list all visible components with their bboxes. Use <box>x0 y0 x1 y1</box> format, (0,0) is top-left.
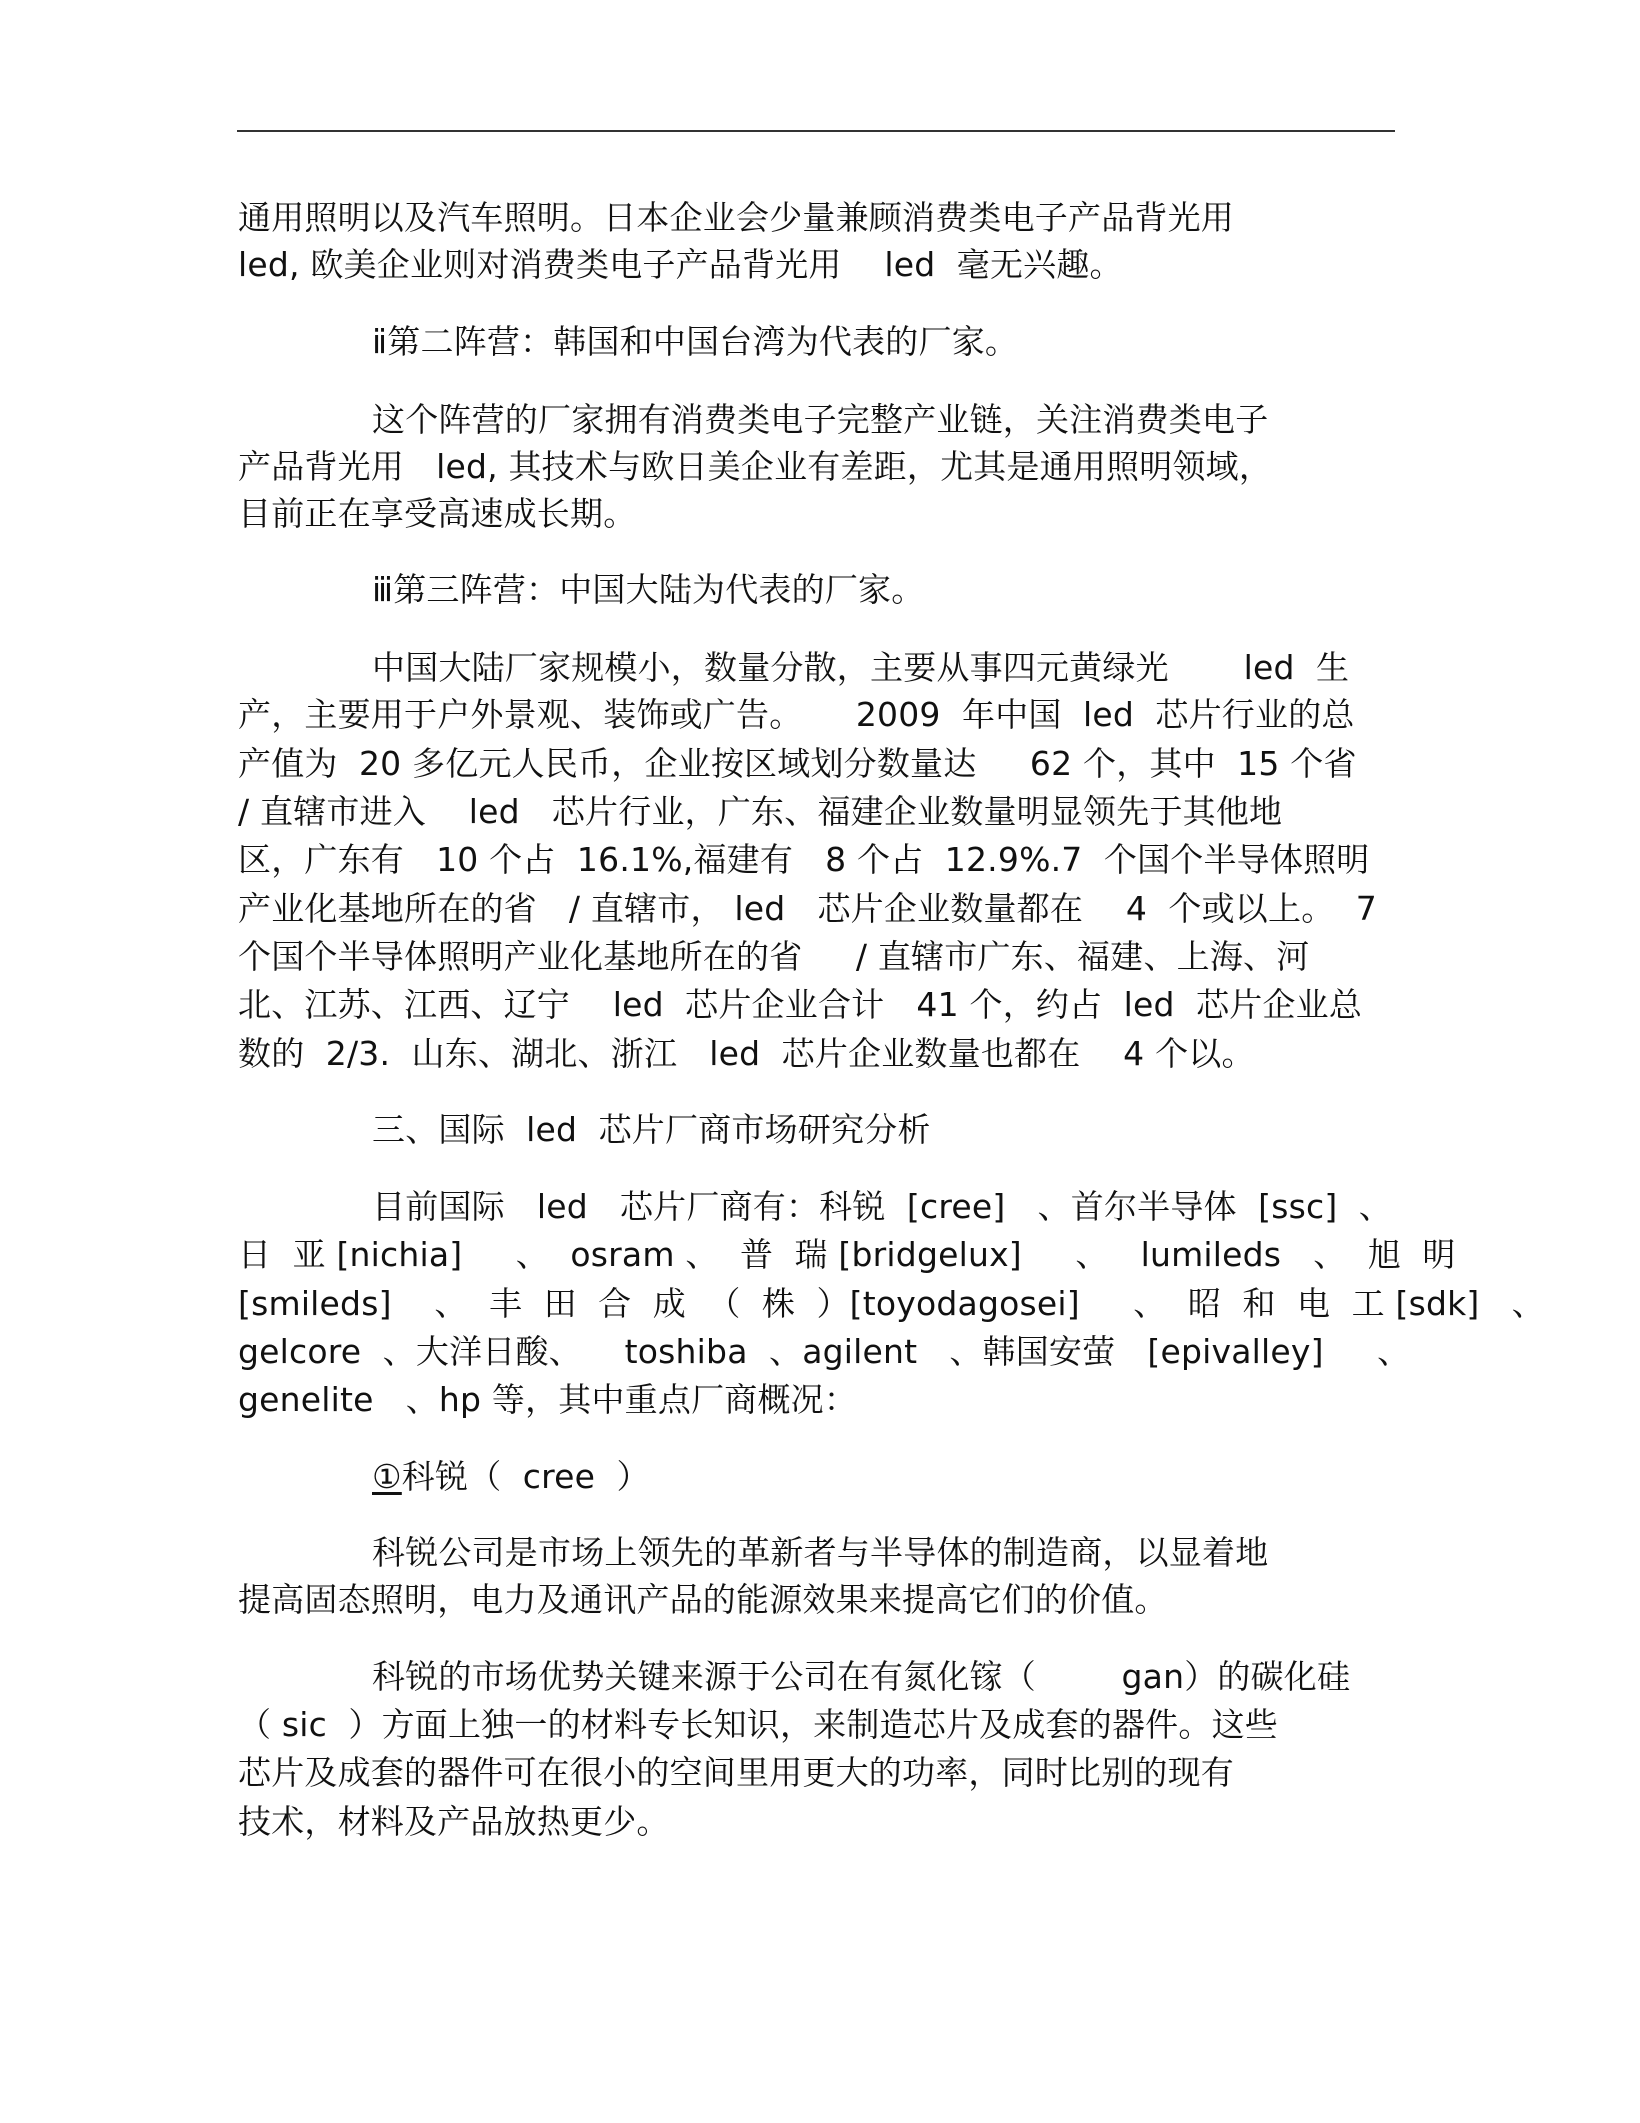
text-line: ⅲ第三阵营：中国大陆为代表的厂家。 <box>372 570 925 609</box>
text-line: 产，主要用于户外景观、装饰或广告。 2009 年中国 led 芯片行业的总 <box>238 695 1355 734</box>
text-line: / 直辖市进入 led 芯片行业，广东、福建企业数量明显领先于其他地 <box>238 792 1283 831</box>
text-line: 提高固态照明，电力及通讯产品的能源效果来提高它们的价值。 <box>238 1580 1168 1619</box>
text-line: 产值为 20 多亿元人民币，企业按区域划分数量达 62 个，其中 15 个省 <box>238 744 1357 783</box>
text-line: 芯片及成套的器件可在很小的空间里用更大的功率，同时比别的现有 <box>238 1753 1234 1792</box>
text-line: 个国个半导体照明产业化基地所在的省 / 直辖市广东、福建、上海、河 <box>238 937 1310 976</box>
text-line: 产业化基地所在的省 / 直辖市， led 芯片企业数量都在 4 个或以上。 7 <box>238 889 1377 928</box>
text-line: [smileds] 、 丰 田 合 成 （ 株 ）[toyodagosei] 、 昭 和 电 工 [sdk] 、 <box>238 1284 1545 1323</box>
text-line: 中国大陆厂家规模小，数量分散，主要从事四元黄绿光 led 生 <box>372 648 1350 687</box>
text-line: 技术，材料及产品放热更少。 <box>238 1802 670 1841</box>
subsection-heading <box>372 1457 650 1497</box>
text-line: 北、江苏、江西、辽宁 led 芯片企业合计 41 个，约占 led 芯片企业总 <box>238 985 1363 1024</box>
text-line: 这个阵营的厂家拥有消费类电子完整产业链，关注消费类电子 <box>372 400 1269 439</box>
text-line: 日 亚 [nichia] 、 osram 、 普 瑞 [bridgelux] 、 lumileds 、 旭 明 <box>238 1235 1456 1274</box>
text-line: gelcore 、大洋日酸、 toshiba 、agilent 、韩国安萤 [epivalley] 、 <box>238 1332 1411 1371</box>
text-line: ⅱ第二阵营：韩国和中国台湾为代表的厂家。 <box>372 322 1019 361</box>
subsection-title: 科锐（ cree ） <box>401 1457 650 1496</box>
text-line: 区，广东有 10 个占 16.1%,福建有 8 个占 12.9%.7 个国个半导体照明 <box>238 840 1370 879</box>
text-line: 科锐公司是市场上领先的革新者与半导体的制造商，以显着地 <box>372 1533 1269 1572</box>
text-line: 数的 2/3. 山东、湖北、浙江 led 芯片企业数量也都在 4 个以。 <box>238 1034 1255 1073</box>
text-line: 产品背光用 led, 其技术与欧日美企业有差距，尤其是通用照明领域， <box>238 447 1273 486</box>
text-line: 目前正在享受高速成长期。 <box>238 494 637 533</box>
text-line: genelite 、hp 等，其中重点厂商概况： <box>238 1380 858 1419</box>
text-line: 科锐的市场优势关键来源于公司在有氮化镓（ gan）的碳化硅 <box>372 1657 1351 1696</box>
header-rule <box>237 130 1395 132</box>
section-heading: 三、国际 led 芯片厂商市场研究分析 <box>372 1110 931 1149</box>
text-line: 通用照明以及汽车照明。日本企业会少量兼顾消费类电子产品背光用 <box>238 198 1234 237</box>
text-line: led, 欧美企业则对消费类电子产品背光用 led 毫无兴趣。 <box>238 245 1123 284</box>
text-line: 目前国际 led 芯片厂商有：科锐 [cree] 、首尔半导体 [ssc] 、 <box>372 1187 1392 1226</box>
text-line: （ sic ）方面上独一的材料专长知识，来制造芯片及成套的器件。这些 <box>238 1705 1278 1744</box>
circled-number: ① <box>372 1457 402 1496</box>
